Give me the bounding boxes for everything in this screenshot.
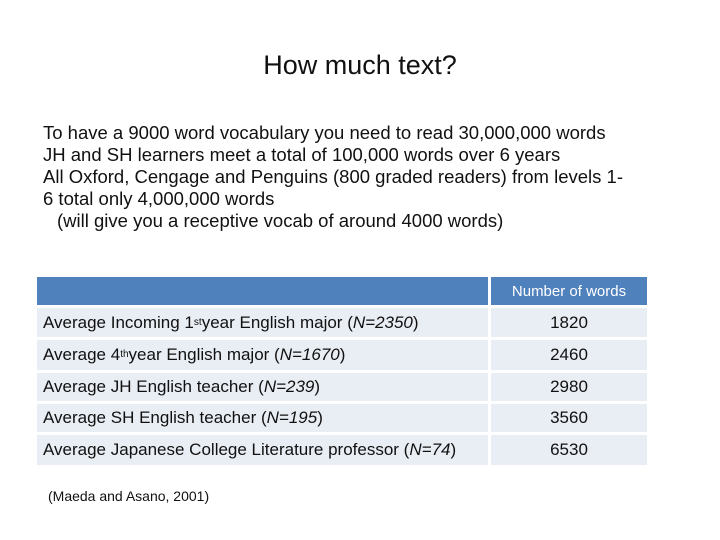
bullet-list	[43, 122, 683, 232]
bullet-line: 6 total only 4,000,000 words	[43, 188, 275, 209]
row-value: 1820	[491, 308, 647, 337]
words-table	[37, 277, 647, 465]
row-label: Average Japanese College Literature professor ( N=74 )	[37, 435, 488, 465]
table-row	[37, 308, 647, 337]
table-row	[37, 340, 647, 370]
bullet-line: (will give you a receptive vocab of around 4000 words)	[57, 210, 504, 231]
bullet-line: JH and SH learners meet a total of 100,000 words over 6 years	[43, 144, 561, 165]
table-header-row	[37, 277, 647, 305]
row-label: Average SH English teacher ( N=195 )	[37, 404, 488, 432]
row-value: 2980	[491, 373, 647, 401]
bullet-line: All Oxford, Cengage and Penguins (800 graded readers) from levels 1-	[43, 166, 623, 187]
bullet-line: To have a 9000 word vocabulary you need to read 30,000,000 words	[43, 122, 606, 143]
header-number-of-words: Number of words	[491, 277, 647, 305]
table-row	[37, 435, 647, 465]
row-label: Average Incoming 1 st year English major ( N=2350 )	[37, 308, 488, 337]
row-label: Average JH English teacher ( N=239 )	[37, 373, 488, 401]
row-label: Average 4 th year English major ( N=1670 )	[37, 340, 488, 370]
table-row	[37, 373, 647, 401]
slide-title: How much text?	[263, 50, 457, 80]
table-row	[37, 404, 647, 432]
row-value: 3560	[491, 404, 647, 432]
citation: (Maeda and Asano, 2001)	[48, 488, 210, 504]
row-value: 2460	[491, 340, 647, 370]
header-blank-cell	[37, 277, 488, 305]
row-value: 6530	[491, 435, 647, 465]
